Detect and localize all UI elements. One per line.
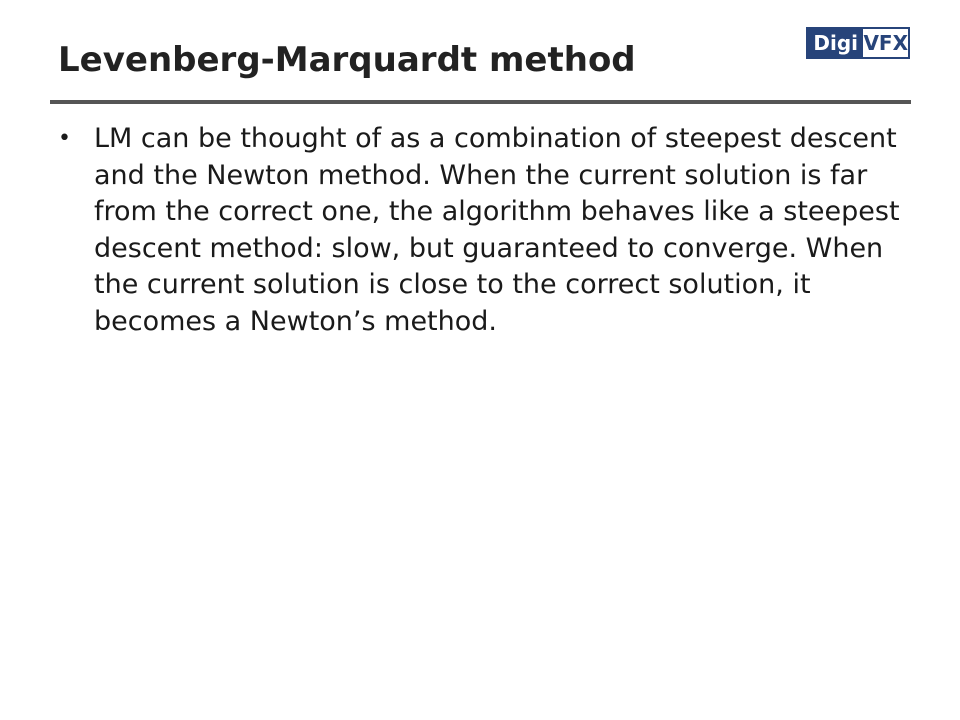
digivfx-logo	[806, 27, 910, 59]
logo-vfx-text: VFX	[863, 31, 908, 55]
bullet-list	[58, 121, 908, 340]
title-divider	[50, 100, 911, 104]
slide-title: Levenberg-Marquardt method	[58, 40, 636, 80]
bullet-item	[58, 121, 908, 340]
logo-digi-text: Digi	[808, 29, 863, 57]
bullet-marker: •	[58, 126, 71, 151]
bullet-text: LM can be thought of as a combination of steepest descent and the Newton method. When the current solution is far from the correct one, the algorithm behaves like a steepest descent method: slow, but guaranteed to converge. When the current solution is close to the correct solution, it becomes a Newton’s method.	[94, 123, 900, 337]
